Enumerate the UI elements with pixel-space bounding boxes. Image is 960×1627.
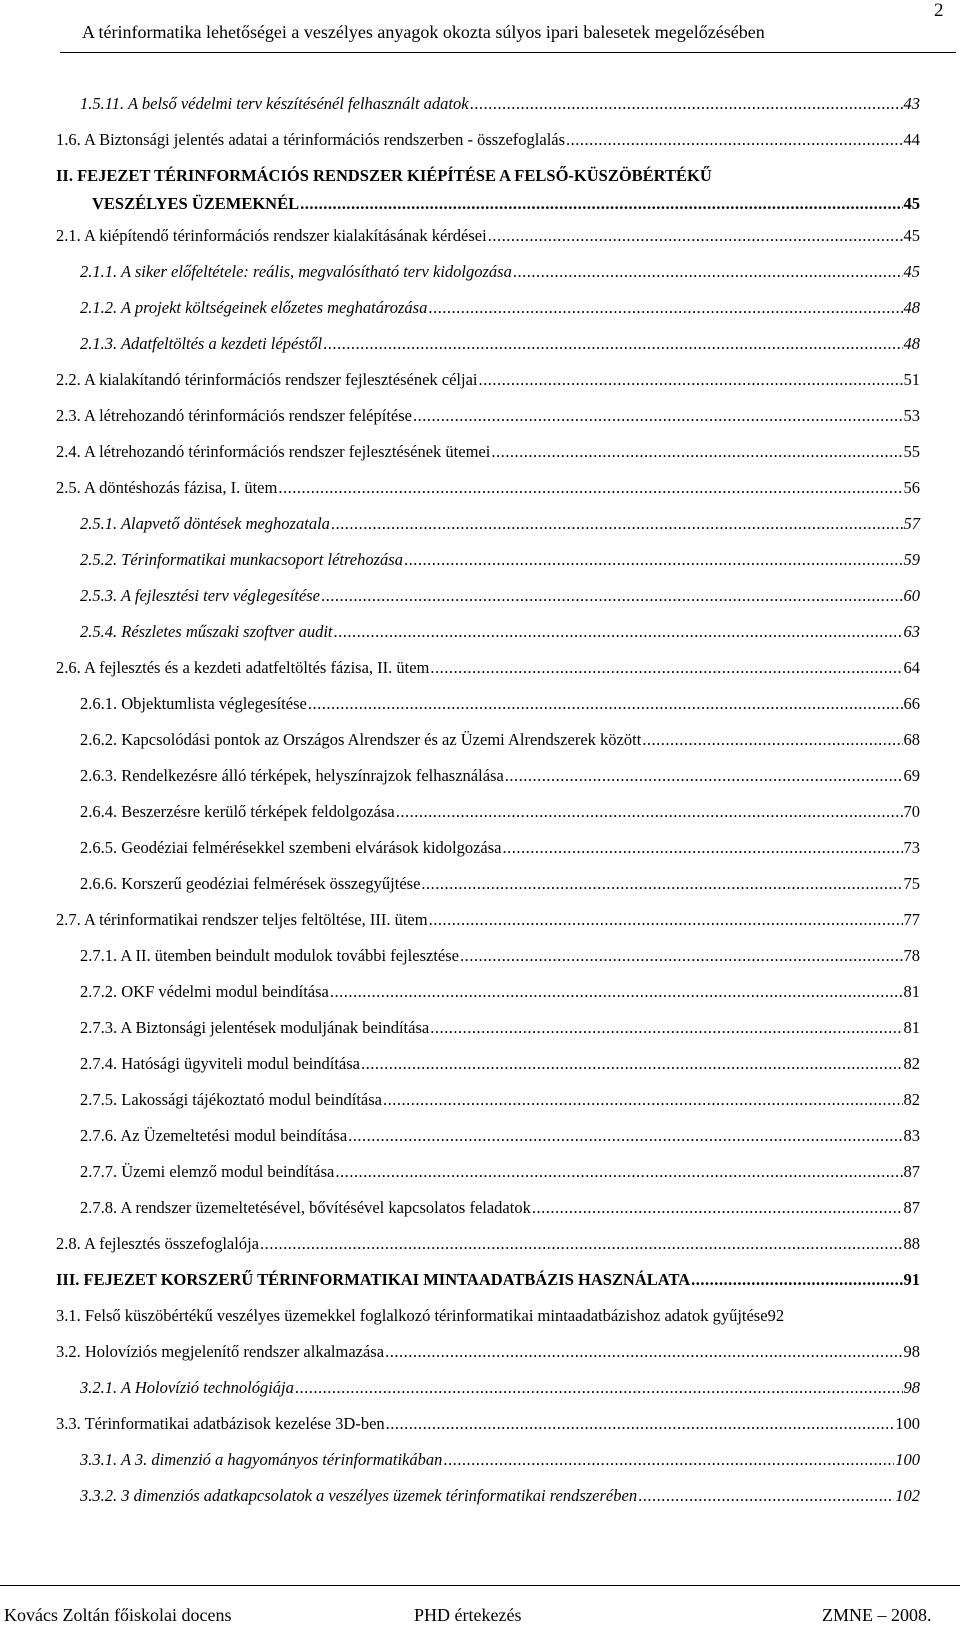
toc-page-number: 59 [903,550,920,569]
toc-leader-dots [430,1018,902,1038]
toc-page-number: 88 [903,1234,920,1253]
toc-entry-title: 2.5.2. Térinformatikai munkacsoport létrehozása [80,550,403,569]
toc-page-number: 91 [903,1270,920,1289]
toc-entry[interactable] [56,514,920,550]
footer-document-type: PHD értekezés [414,1605,522,1625]
toc-entry[interactable] [56,622,920,658]
toc-entry[interactable] [56,334,920,370]
toc-entry-title: 2.6.3. Rendelkezésre álló térképek, helyszínrajzok felhasználása [80,766,504,785]
toc-entry[interactable] [56,1090,920,1126]
toc-entry[interactable] [56,874,920,910]
toc-entry-title: 2.6.1. Objektumlista véglegesítése [80,694,307,713]
toc-entry[interactable] [56,694,920,730]
toc-page-number: 55 [903,442,920,461]
toc-page-number: 92 [767,1306,785,1325]
toc-entry-title: 2.7.2. OKF védelmi modul beindítása [80,982,329,1001]
toc-entry-title: 2.6. A fejlesztés és a kezdeti adatfeltöltés fázisa, II. ütem [56,658,430,677]
toc-leader-dots [691,1270,902,1290]
toc-leader-dots [404,550,903,570]
toc-leader-dots [488,226,903,246]
toc-entry-title: 2.7.4. Hatósági ügyviteli modul beindítása [80,1054,361,1073]
toc-entry[interactable] [56,1270,920,1306]
toc-page-number: 43 [903,94,920,113]
toc-leader-dots [505,766,903,786]
toc-entry-title: 2.7.6. Az Üzemeltetési modul beindítása [80,1126,348,1145]
toc-page-number: 82 [903,1090,920,1109]
toc-leader-dots [491,442,902,462]
toc-leader-dots [566,130,902,150]
toc-entry[interactable] [56,130,920,166]
toc-entry-title: 2.2. A kialakítandó térinformációs rendszer fejlesztésének céljai [56,370,478,389]
toc-page-number: 48 [903,334,920,353]
toc-entry-title: 2.3. A létrehozandó térinformációs rendszer felépítése [56,406,412,425]
toc-leader-dots [532,1198,903,1218]
toc-page-number: 45 [903,262,920,281]
toc-entry[interactable] [56,802,920,838]
toc-entry-title: 3.3.1. A 3. dimenzió a hagyományos térinformatikában [80,1450,443,1469]
toc-entry-title: 2.5. A döntéshozás fázisa, I. ütem [56,478,278,497]
toc-entry-title: 2.6.4. Beszerzésre kerülő térképek feldolgozása [80,802,395,821]
toc-leader-dots [638,1486,894,1506]
toc-page-number: 102 [895,1486,920,1505]
toc-entry[interactable] [56,730,920,766]
toc-entry[interactable] [56,910,920,946]
toc-page-number: 56 [903,478,920,497]
toc-page-number: 69 [903,766,920,785]
toc-entry-title: 2.8. A fejlesztés összefoglalója [56,1234,259,1253]
toc-page-number: 83 [903,1126,920,1145]
toc-page-number: 82 [903,1054,920,1073]
footer-divider [0,1585,960,1586]
toc-entry-title: 2.6.6. Korszerű geodéziai felmérések összegyűjtése [80,874,421,893]
toc-entry-title: 3.3.2. 3 dimenziós adatkapcsolatok a veszélyes üzemek térinformatikai rendszerében [80,1486,638,1505]
toc-page-number: 60 [903,586,920,605]
toc-leader-dots [330,982,903,1002]
toc-entry-title: 2.7. A térinformatikai rendszer teljes feltöltése, III. ütem [56,910,428,929]
toc-leader-dots [308,694,903,714]
toc-page-number: 98 [903,1378,920,1397]
toc-entry-title: 3.2.1. A Holovízió technológiája [80,1378,294,1397]
toc-entry[interactable] [56,1198,920,1234]
toc-entry[interactable] [56,226,920,262]
toc-entry[interactable] [56,1306,920,1342]
toc-entry-title: 2.1.2. A projekt költségeinek előzetes meghatározása [80,298,428,317]
toc-entry-title: III. FEJEZET KORSZERŰ TÉRINFORMATIKAI MINTAADATBÁZIS HASZNÁLATA [56,1270,691,1289]
page-footer [0,1585,960,1627]
toc-page-number: 48 [903,298,920,317]
toc-page-number: 66 [903,694,920,713]
toc-entry-title: 2.7.3. A Biztonsági jelentések moduljának beindítása [80,1018,430,1037]
toc-entry[interactable] [56,1126,920,1162]
toc-leader-dots [361,1054,902,1074]
toc-entry-title: 2.7.7. Üzemi elemző modul beindítása [80,1162,335,1181]
toc-page-number: 81 [903,1018,920,1037]
toc-page-number: 78 [903,946,920,965]
toc-leader-dots [413,406,903,426]
toc-leader-dots [503,838,903,858]
toc-leader-dots [331,514,903,534]
toc-entry[interactable] [56,262,920,298]
toc-entry[interactable] [56,1234,920,1270]
toc-entry-title: 2.7.1. A II. ütemben beindult modulok további fejlesztése [80,946,459,965]
table-of-contents [56,94,920,1522]
toc-leader-dots [443,1450,894,1470]
toc-entry[interactable] [56,442,920,478]
footer-author: Kovács Zoltán főiskolai docens [4,1605,232,1625]
toc-entry[interactable] [56,1378,920,1414]
toc-entry-title: 2.4. A létrehozandó térinformációs rendszer fejlesztésének ütemei [56,442,491,461]
toc-page-number: 51 [903,370,920,389]
toc-entry-title: II. FEJEZET TÉRINFORMÁCIÓS RENDSZER KIÉPÍTÉSE A FELSŐ-KÜSZÖBÉRTÉKŰ [56,166,712,185]
toc-leader-dots [321,586,903,606]
header-divider [60,52,956,53]
toc-entry-title: 3.2. Holovíziós megjelenítő rendszer alkalmazása [56,1342,385,1361]
toc-page-number: 45 [903,226,920,245]
toc-leader-dots [470,94,903,114]
toc-entry-title: 2.6.5. Geodéziai felmérésekkel szembeni elvárások kidolgozása [80,838,502,857]
toc-entry[interactable] [56,406,920,442]
toc-entry-title: 2.5.4. Részletes műszaki szoftver audit [80,622,333,641]
toc-entry[interactable] [56,1414,920,1450]
toc-entry[interactable] [56,766,920,802]
toc-entry-title: 3.1. Felső küszöbértékű veszélyes üzemekkel foglalkozó térinformatikai mintaadatbázishoz adatok gyűjtése [56,1306,768,1325]
page-number: 2 [934,0,944,21]
toc-leader-dots [513,262,903,282]
toc-entry[interactable] [56,370,920,406]
toc-page-number: 53 [903,406,920,425]
toc-page-number: 100 [895,1450,920,1469]
toc-entry[interactable] [56,1486,920,1522]
toc-page-number: 75 [903,874,920,893]
toc-entry[interactable] [56,946,920,982]
toc-page-number: 44 [903,130,920,149]
toc-entry[interactable] [56,478,920,514]
toc-entry[interactable] [56,550,920,586]
toc-entry[interactable] [56,1054,920,1090]
toc-page-number: 87 [903,1198,920,1217]
toc-entry[interactable] [56,1018,920,1054]
toc-entry[interactable] [56,658,920,694]
toc-page-number: 87 [903,1162,920,1181]
toc-leader-dots [323,334,902,354]
toc-entry[interactable] [56,166,920,226]
toc-leader-dots [386,1414,895,1434]
page-header [0,0,960,58]
toc-entry-title: 2.5.1. Alapvető döntések meghozatala [80,514,330,533]
toc-leader-dots [278,478,902,498]
toc-page-number: 77 [903,910,920,929]
toc-leader-dots [642,730,902,750]
toc-leader-dots [421,874,902,894]
toc-entry-title: 2.6.2. Kapcsolódási pontok az Országos Alrendszer és az Üzemi Alrendszerek között [80,730,642,749]
toc-leader-dots [396,802,903,822]
toc-page-number: 70 [903,802,920,821]
toc-entry-title-continued: VESZÉLYES ÜZEMEKNÉL [92,194,300,213]
toc-entry-title: 1.5.11. A belső védelmi terv készítésénél felhasznált adatok [80,94,469,113]
footer-institution-year: ZMNE – 2008. [822,1605,932,1625]
toc-page-number: 98 [903,1342,920,1361]
running-title: A térinformatika lehetőségei a veszélyes anyagok okozta súlyos ipari balesetek megelőzésében [82,22,765,42]
toc-leader-dots [479,370,903,390]
toc-entry[interactable] [56,1450,920,1486]
toc-leader-dots [348,1126,902,1146]
toc-entry[interactable] [56,298,920,334]
toc-entry-title: 2.5.3. A fejlesztési terv véglegesítése [80,586,320,605]
toc-leader-dots [334,622,903,642]
toc-leader-dots [385,1342,902,1362]
toc-leader-dots [383,1090,903,1110]
toc-entry-title: 2.1.1. A siker előfeltétele: reális, megvalósítható terv kidolgozása [80,262,512,281]
toc-entry-title: 2.7.5. Lakossági tájékoztató modul beindítása [80,1090,382,1109]
toc-leader-dots [335,1162,902,1182]
toc-entry-title: 3.3. Térinformatikai adatbázisok kezelése 3D-ben [56,1414,385,1433]
toc-page-number: 73 [903,838,920,857]
toc-page-number: 81 [903,982,920,1001]
toc-page-number: 64 [903,658,920,677]
toc-entry-title: 2.7.8. A rendszer üzemeltetésével, bővítésével kapcsolatos feladatok [80,1198,531,1217]
toc-entry-title: 1.6. A Biztonsági jelentés adatai a térinformációs rendszerben - összefoglalás [56,130,566,149]
toc-leader-dots [429,910,903,930]
toc-page-number: 45 [903,194,920,213]
toc-page-number: 57 [903,514,920,533]
toc-entry[interactable] [56,1162,920,1198]
toc-entry[interactable] [56,586,920,622]
toc-entry[interactable] [56,838,920,874]
toc-entry[interactable] [56,982,920,1018]
toc-entry-title: 2.1.3. Adatfeltöltés a kezdeti lépéstől [80,334,323,353]
toc-leader-dots [260,1234,903,1254]
toc-entry-title: 2.1. A kiépítendő térinformációs rendszer kialakításának kérdései [56,226,487,245]
toc-leader-dots [300,194,902,214]
toc-page-number: 100 [895,1414,920,1433]
toc-page-number: 63 [903,622,920,641]
toc-entry[interactable] [56,1342,920,1378]
toc-leader-dots [295,1378,903,1398]
toc-leader-dots [460,946,903,966]
toc-page-number: 68 [903,730,920,749]
toc-entry[interactable] [56,94,920,130]
toc-leader-dots [428,298,902,318]
toc-leader-dots [430,658,902,678]
